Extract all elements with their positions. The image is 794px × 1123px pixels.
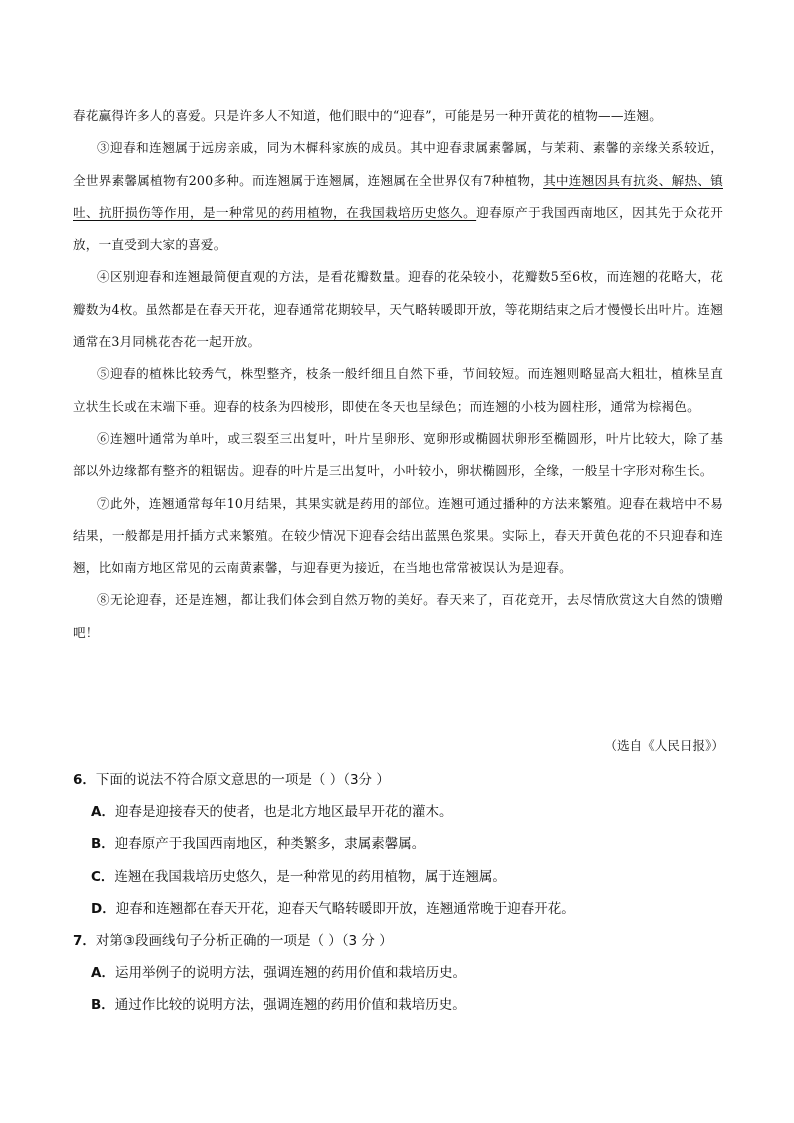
- option-text: 迎春和连翘都在春天开花，迎春天气略转暖即开放，连翘通常晚于迎春开花。: [115, 900, 575, 917]
- option-a: [73, 957, 723, 989]
- paragraph-5: ⑤迎春的植株比较秀气，株型整齐，枝条一般纤细且自然下垂，节间较短。而连翘则略显高大粗壮，植株呈直立状生长或在末端下垂。迎春的枝条为四棱形，即使在冬天也呈绿色；而连翘的小枝为圆柱形，通常为棕褐色。: [73, 366, 723, 414]
- paragraph-4: ④区别迎春和连翘最简便直观的方法，是看花瓣数量。迎春的花朵较小，花瓣数5至6枚，而连翘的花略大，花瓣数为4枚。虽然都是在春天开花，迎春通常花期较早，天气略转暖即开放，等花期结束之后才慢慢长出叶片。连翘通常在3月同桃花杏花一起开放。: [73, 269, 723, 350]
- option-letter: D．: [91, 900, 116, 917]
- option-b: [73, 828, 723, 860]
- option-text: 迎春是迎接春天的使者，也是北方地区最早开花的灌木。: [114, 804, 453, 821]
- paragraph-6: ⑥连翘叶通常为单叶，或三裂至三出复叶，叶片呈卵形、宽卵形或椭圆状卵形至椭圆形，叶片比较大，除了基部以外边缘都有整齐的粗锯齿。迎春的叶片是三出复叶，小叶较小，卵状椭圆形，全缘，一般呈十字形对称生长。: [73, 430, 723, 479]
- question-stem: [73, 925, 723, 957]
- question-6: [73, 764, 723, 925]
- option-c: [73, 861, 723, 893]
- question-text: 对第③段画线句子分析正确的一项是（ ）（3 分 ）: [95, 933, 393, 950]
- option-text: 迎春原产于我国西南地区，种类繁多，隶属素馨属。: [114, 836, 426, 853]
- option-a: [73, 796, 723, 828]
- option-text: 连翘在我国栽培历史悠久，是一种常见的药用植物，属于连翘属。: [114, 868, 506, 885]
- question-number: 6．: [73, 772, 96, 788]
- option-letter: B．: [91, 836, 115, 853]
- source-citation: （选自《人民日报》）: [604, 738, 724, 753]
- paragraph-3: [73, 132, 723, 261]
- paragraph-8: ⑧无论迎春，还是连翘，都让我们体会到自然万物的美好。春天来了，百花竞开，去尽情欣赏这大自然的馈赠吧！: [73, 592, 723, 640]
- question-text: 下面的说法不符合原文意思的一项是（ ）（3分 ）: [95, 772, 390, 788]
- option-letter: B．: [91, 997, 115, 1014]
- option-d: [73, 893, 723, 925]
- question-7: [73, 925, 723, 1022]
- option-letter: A．: [91, 804, 115, 821]
- paragraph-3-text-b: 迎春原产于我国西南地区，因其先于众花开放，一直受到大家的喜爱。: [73, 204, 723, 253]
- option-b: [73, 989, 723, 1021]
- option-letter: A．: [91, 965, 115, 982]
- question-number: 7．: [73, 933, 96, 950]
- option-text: 通过作比较的说明方法，强调连翘的药用价值和栽培历史。: [114, 997, 466, 1014]
- paragraph-continued: 春花赢得许多人的喜爱。只是许多人不知道，他们眼中的“迎春”，可能是另一种开黄花的植物——连翘。: [73, 108, 662, 123]
- option-text: 运用举例子的说明方法，强调连翘的药用价值和栽培历史。: [114, 965, 466, 982]
- paragraph-3-text-a: ③迎春和连翘属于远房亲戚，同为木樨科家族的成员。其中迎春隶属素馨属，与茉莉、素馨的亲缘关系较近，全世界素馨属植物有200多种。而连翘属于连翘属，连翘属在全世界仅有7种植物，: [73, 140, 723, 188]
- question-stem: [73, 764, 723, 796]
- option-letter: C．: [91, 868, 115, 885]
- paragraph-3-underlined-sentence: 其中连翘因具有抗炎、解热、镇吐、抗肝损伤等作用，是一种常见的药用植物，在我国栽培历史悠久。: [73, 172, 723, 220]
- paragraph-7: ⑦此外，连翘通常每年10月结果，其果实就是药用的部位。连翘可通过播种的方法来繁殖。迎春在栽培中不易结果，一般都是用扦插方式来繁殖。在较少情况下迎春会结出蓝黑色浆果。实际上，春天开黄色花的不只迎春和连翘，比如南方地区常见的云南黄素馨，与迎春更为接近，在当地也常常被误认为是迎春。: [73, 495, 723, 576]
- reading-passage: [73, 100, 723, 649]
- questions-section: [73, 764, 723, 1022]
